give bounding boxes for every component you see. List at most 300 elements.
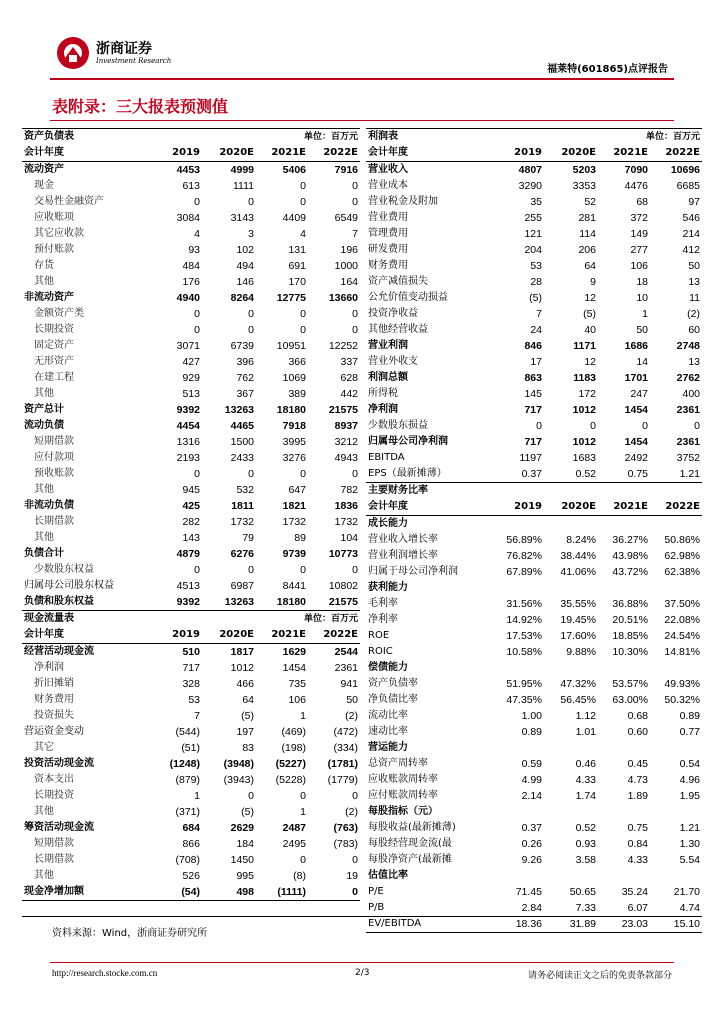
row-value: (1111) bbox=[256, 884, 308, 901]
row-value bbox=[650, 516, 702, 533]
row-value: 0 bbox=[694, 420, 701, 432]
row-value: 143 bbox=[182, 532, 200, 544]
cash_flow-year-header: 2021E bbox=[256, 627, 308, 644]
table-row bbox=[22, 434, 360, 450]
row-value: 13263 bbox=[202, 594, 256, 611]
row-label: 流动负债 bbox=[24, 420, 64, 431]
row-label: 少数股东损益 bbox=[368, 420, 428, 431]
row-value: 1 bbox=[194, 790, 200, 802]
row-value: 2492 bbox=[624, 452, 648, 464]
row-value: 1 bbox=[300, 710, 306, 722]
table-row bbox=[22, 258, 360, 274]
row-value: 367 bbox=[236, 388, 254, 400]
row-value: 717 bbox=[524, 436, 542, 448]
cash_flow-title-row bbox=[22, 611, 360, 628]
row-value: 170 bbox=[288, 276, 306, 288]
table-row bbox=[366, 884, 702, 900]
table-row bbox=[366, 708, 702, 724]
row-value: 62.98% bbox=[664, 550, 701, 562]
income_statement-year-header: 2021E bbox=[598, 145, 650, 162]
row-value: 38.44% bbox=[560, 550, 596, 562]
row-value: 1.30 bbox=[679, 838, 701, 850]
row-value: 12 bbox=[584, 356, 596, 368]
row-value: 93 bbox=[188, 244, 200, 256]
row-value: 717 bbox=[524, 404, 542, 416]
row-value: 114 bbox=[579, 228, 596, 240]
row-value: 396 bbox=[236, 356, 254, 368]
table-row bbox=[22, 820, 360, 836]
table-row bbox=[366, 676, 702, 692]
row-value: 56.89% bbox=[506, 534, 542, 546]
row-value: 49.93% bbox=[664, 678, 701, 690]
row-value bbox=[598, 660, 650, 676]
row-value: 20.51% bbox=[612, 614, 648, 626]
row-value: 206 bbox=[578, 244, 596, 256]
cash_flow-unit: 单位：百万元 bbox=[256, 611, 360, 628]
row-value: 17.53% bbox=[506, 630, 542, 642]
row-value: 0 bbox=[194, 196, 200, 208]
row-value bbox=[650, 868, 702, 884]
table-row bbox=[366, 532, 702, 548]
table-row bbox=[22, 498, 360, 514]
income_statement-year-header: 2020E bbox=[544, 145, 598, 162]
row-value: 10.58% bbox=[506, 646, 542, 658]
row-value: 247 bbox=[630, 388, 648, 400]
row-label: 长期借款 bbox=[34, 854, 74, 865]
row-value: 4453 bbox=[176, 164, 200, 176]
row-value: 10 bbox=[636, 292, 648, 304]
row-value bbox=[490, 516, 544, 533]
row-value: 6685 bbox=[676, 180, 701, 192]
ratios-year-header: 2019 bbox=[490, 499, 544, 516]
cash_flow-col-label: 会计年度 bbox=[22, 627, 148, 644]
row-value: 0 bbox=[248, 790, 254, 802]
ratios-year-header: 2021E bbox=[598, 499, 650, 516]
row-value: 546 bbox=[682, 212, 701, 224]
row-value: 1683 bbox=[572, 452, 596, 464]
footer-divider bbox=[50, 962, 674, 963]
table-row bbox=[22, 466, 360, 482]
row-value: 0 bbox=[248, 468, 254, 480]
row-value: 4.99 bbox=[521, 774, 542, 786]
row-value: (708) bbox=[175, 854, 200, 866]
ratios-column-header bbox=[366, 499, 702, 516]
row-label: 归属母公司净利润 bbox=[368, 436, 448, 447]
row-value: 1821 bbox=[282, 500, 306, 512]
row-value: 50.65 bbox=[569, 886, 596, 898]
row-value bbox=[650, 740, 702, 756]
row-value: 8264 bbox=[230, 292, 254, 304]
row-value: 1000 bbox=[334, 260, 359, 272]
balance_sheet-title: 资产负债表 bbox=[22, 129, 148, 146]
row-value: 3995 bbox=[282, 436, 306, 448]
row-value: 0 bbox=[248, 324, 254, 336]
row-value: 1183 bbox=[573, 372, 596, 384]
row-label: 营运能力 bbox=[368, 742, 408, 753]
row-label: 资产减值损失 bbox=[368, 276, 428, 287]
row-value: 1 bbox=[300, 806, 306, 818]
row-label: 其他 bbox=[34, 532, 54, 543]
row-value: 2193 bbox=[176, 452, 200, 464]
row-value: 0.59 bbox=[521, 758, 542, 770]
row-value: 1836 bbox=[334, 500, 359, 512]
row-value: 35 bbox=[530, 196, 542, 208]
table-row bbox=[366, 804, 702, 820]
row-value: 0 bbox=[300, 854, 306, 866]
row-value: 5203 bbox=[572, 164, 596, 176]
row-label: 其它 bbox=[34, 742, 54, 753]
row-value: 1.74 bbox=[575, 790, 596, 802]
row-value: 0 bbox=[352, 324, 359, 336]
table-row bbox=[22, 402, 360, 418]
row-value: (469) bbox=[281, 726, 306, 738]
row-value: 7.33 bbox=[575, 902, 596, 914]
row-value: 684 bbox=[182, 822, 200, 834]
balance_sheet-title-row bbox=[22, 129, 360, 146]
row-value: 427 bbox=[182, 356, 200, 368]
row-value: 6276 bbox=[230, 548, 254, 560]
row-value: 4.33 bbox=[627, 854, 648, 866]
row-label: 财务费用 bbox=[368, 260, 408, 271]
table-row bbox=[22, 562, 360, 578]
row-value: 526 bbox=[182, 870, 200, 882]
balance_sheet-column-header bbox=[22, 145, 360, 162]
row-value: (783) bbox=[333, 838, 359, 850]
table-row bbox=[366, 274, 702, 290]
row-label: ROIC bbox=[368, 646, 393, 657]
row-value: 0 bbox=[352, 308, 359, 320]
row-value: 14 bbox=[636, 356, 648, 368]
row-value: 106 bbox=[630, 260, 648, 272]
row-value: 63.00% bbox=[612, 694, 648, 706]
row-value: 2629 bbox=[230, 822, 254, 834]
row-value: 60 bbox=[688, 324, 701, 336]
page-number: 2/3 bbox=[355, 968, 370, 978]
row-value: 372 bbox=[630, 212, 648, 224]
income_statement-unit: 单位：百万元 bbox=[598, 129, 702, 146]
income_statement-year-header: 2019 bbox=[490, 145, 544, 162]
table-row bbox=[366, 916, 702, 933]
row-label: 资产总计 bbox=[24, 404, 64, 415]
row-value: 19 bbox=[346, 870, 359, 882]
table-row bbox=[22, 724, 360, 740]
row-value: 1.21 bbox=[650, 466, 702, 483]
balance_sheet-year-header: 2022E bbox=[308, 145, 360, 162]
income_statement-title: 利润表 bbox=[366, 129, 490, 146]
row-value: 0.52 bbox=[575, 822, 596, 834]
row-value: 484 bbox=[182, 260, 200, 272]
row-label: 净负债比率 bbox=[368, 694, 418, 705]
row-value: 412 bbox=[682, 244, 701, 256]
row-value: 4465 bbox=[230, 420, 254, 432]
row-label: 归属母公司股东权益 bbox=[24, 580, 114, 591]
row-label: 净利润 bbox=[368, 404, 398, 415]
row-value bbox=[490, 580, 544, 596]
table-row bbox=[366, 548, 702, 564]
row-value: (54) bbox=[148, 884, 202, 901]
row-value: 0 bbox=[300, 564, 306, 576]
row-label: 交易性金融资产 bbox=[34, 196, 104, 207]
row-value: (371) bbox=[175, 806, 200, 818]
row-value: 8937 bbox=[334, 420, 359, 432]
table-row bbox=[366, 660, 702, 676]
row-value: 149 bbox=[630, 228, 648, 240]
row-value: 97 bbox=[688, 196, 701, 208]
row-value: 35.55% bbox=[560, 598, 596, 610]
row-value: 513 bbox=[182, 388, 200, 400]
row-value: 6739 bbox=[230, 340, 254, 352]
row-value: 4.73 bbox=[627, 774, 648, 786]
row-value: 1454 bbox=[282, 662, 306, 674]
row-label: 投资净收益 bbox=[368, 308, 418, 319]
row-value: 0 bbox=[300, 196, 306, 208]
table-row bbox=[366, 210, 702, 226]
row-label: 营业费用 bbox=[368, 212, 408, 223]
row-value: 647 bbox=[288, 484, 306, 496]
row-value: 2544 bbox=[334, 646, 359, 658]
row-label: 管理费用 bbox=[368, 228, 408, 239]
row-label: 每股净资产(最新摊 bbox=[368, 854, 452, 865]
zheshang-logo-icon bbox=[56, 36, 90, 70]
row-value: 3290 bbox=[518, 180, 542, 192]
row-value: 11 bbox=[689, 292, 701, 304]
row-value: 2748 bbox=[676, 340, 701, 352]
row-value: (1779) bbox=[327, 774, 359, 786]
row-value: (8) bbox=[293, 870, 306, 882]
row-value: 0.46 bbox=[575, 758, 596, 770]
row-label: 筹资活动现金流 bbox=[24, 822, 94, 833]
row-value: 0 bbox=[352, 790, 359, 802]
row-value: 995 bbox=[236, 870, 254, 882]
row-value: 1111 bbox=[232, 180, 254, 192]
table-row bbox=[366, 322, 702, 338]
row-value: 1.01 bbox=[575, 726, 596, 738]
row-value: 929 bbox=[182, 372, 200, 384]
table-row bbox=[366, 772, 702, 788]
row-label: 获利能力 bbox=[368, 582, 408, 593]
row-value: 782 bbox=[340, 484, 359, 496]
row-value: 19.45% bbox=[560, 614, 596, 626]
row-label: 研发费用 bbox=[368, 244, 408, 255]
row-value: 41.06% bbox=[560, 566, 596, 578]
row-label: 流动资产 bbox=[24, 164, 64, 175]
row-label: 其他 bbox=[34, 806, 54, 817]
table-row bbox=[22, 692, 360, 708]
source-divider bbox=[22, 916, 702, 917]
row-label: 现金 bbox=[34, 180, 54, 191]
table-row bbox=[366, 162, 702, 179]
row-value: 10.30% bbox=[612, 646, 648, 658]
row-label: 在建工程 bbox=[34, 372, 74, 383]
table-row bbox=[366, 836, 702, 852]
row-value: 498 bbox=[202, 884, 256, 901]
table-row bbox=[22, 644, 360, 661]
row-value: 3 bbox=[248, 228, 254, 240]
row-value: 13 bbox=[688, 276, 701, 288]
row-value: 204 bbox=[524, 244, 542, 256]
row-value bbox=[490, 868, 544, 884]
row-value: 3752 bbox=[676, 452, 701, 464]
row-value: 68 bbox=[636, 196, 648, 208]
row-value: 1012 bbox=[230, 662, 254, 674]
row-label: 其他 bbox=[34, 388, 54, 399]
table-row bbox=[366, 434, 702, 450]
row-value bbox=[544, 740, 598, 756]
row-value: 0.89 bbox=[679, 710, 701, 722]
row-label: P/B bbox=[368, 902, 385, 913]
row-value: 18 bbox=[636, 276, 648, 288]
row-value: 184 bbox=[236, 838, 254, 850]
row-value: 172 bbox=[578, 388, 596, 400]
row-value: 1701 bbox=[624, 372, 648, 384]
row-label: 流动比率 bbox=[368, 710, 408, 721]
table-row bbox=[366, 306, 702, 322]
row-value: 277 bbox=[630, 244, 648, 256]
row-value: 1 bbox=[642, 308, 648, 320]
income_statement-title-row bbox=[366, 129, 702, 146]
table-row bbox=[366, 852, 702, 868]
row-label: 营运资金变动 bbox=[24, 726, 84, 737]
row-value: (5) bbox=[529, 292, 542, 304]
row-value: 328 bbox=[182, 678, 200, 690]
row-value: 37.50% bbox=[664, 598, 701, 610]
row-label: EBITDA bbox=[368, 452, 405, 463]
row-label: 少数股东权益 bbox=[34, 564, 94, 575]
row-label: 总资产周转率 bbox=[368, 758, 428, 769]
row-label: 经营活动现金流 bbox=[24, 646, 94, 657]
row-value: 35.24 bbox=[621, 886, 648, 898]
table-row bbox=[366, 692, 702, 708]
row-value: 442 bbox=[340, 388, 359, 400]
row-value bbox=[544, 804, 598, 820]
row-value: (334) bbox=[333, 742, 359, 754]
row-value: 1012 bbox=[572, 436, 596, 448]
row-value: 366 bbox=[288, 356, 306, 368]
table-row bbox=[22, 868, 360, 884]
row-value: 31.56% bbox=[506, 598, 542, 610]
row-value: 22.08% bbox=[664, 614, 701, 626]
row-value: 9 bbox=[590, 276, 596, 288]
row-value: 1.00 bbox=[521, 710, 542, 722]
row-value: 4.96 bbox=[679, 774, 701, 786]
row-label: 公允价值变动损益 bbox=[368, 292, 448, 303]
row-label: 毛利率 bbox=[368, 598, 398, 609]
row-value: (51) bbox=[181, 742, 200, 754]
footer-url-link[interactable]: http://research.stocke.com.cn bbox=[52, 968, 158, 978]
row-value: 10802 bbox=[328, 580, 359, 592]
cash_flow-title-spacer bbox=[148, 611, 256, 628]
row-value bbox=[544, 868, 598, 884]
table-row bbox=[22, 482, 360, 498]
row-value: 4 bbox=[300, 228, 306, 240]
row-value: 9739 bbox=[282, 548, 306, 560]
row-value: 4879 bbox=[176, 548, 200, 560]
row-value: (2) bbox=[687, 308, 701, 320]
row-value: 5.54 bbox=[679, 854, 701, 866]
row-value: 121 bbox=[524, 228, 542, 240]
row-label: 现金净增加额 bbox=[22, 884, 148, 901]
balance_sheet-col-label: 会计年度 bbox=[22, 145, 148, 162]
row-label: 其他经营收益 bbox=[368, 324, 428, 335]
row-value: (3948) bbox=[223, 758, 254, 770]
row-value: 2495 bbox=[282, 838, 306, 850]
row-value: 10696 bbox=[670, 164, 701, 176]
table-row bbox=[22, 418, 360, 434]
table-row bbox=[22, 226, 360, 242]
row-label: EPS（最新摊薄） bbox=[366, 466, 490, 483]
row-label: 应付款项 bbox=[34, 452, 74, 463]
row-label: 长期投资 bbox=[34, 790, 74, 801]
row-value: 24.54% bbox=[664, 630, 701, 642]
row-value: 494 bbox=[236, 260, 254, 272]
cash_flow-title: 现金流量表 bbox=[22, 611, 148, 628]
row-value: 1012 bbox=[572, 404, 596, 416]
row-value: 83 bbox=[242, 742, 254, 754]
row-label: 营业利润增长率 bbox=[368, 550, 438, 561]
row-value: 1732 bbox=[282, 516, 306, 528]
row-label: 营业利润 bbox=[368, 340, 408, 351]
row-label: 长期借款 bbox=[34, 516, 74, 527]
row-value: 4807 bbox=[518, 164, 542, 176]
row-value bbox=[544, 516, 598, 533]
row-value: 2361 bbox=[676, 436, 701, 448]
row-value: 945 bbox=[182, 484, 200, 496]
table-row bbox=[22, 322, 360, 338]
row-value: 0.52 bbox=[544, 466, 598, 483]
row-value: (5227) bbox=[275, 758, 306, 770]
row-value: 255 bbox=[524, 212, 542, 224]
table-row bbox=[366, 596, 702, 612]
row-value: (2) bbox=[345, 710, 359, 722]
table-row bbox=[22, 162, 360, 179]
row-label: P/E bbox=[368, 886, 384, 897]
row-value: 146 bbox=[236, 276, 254, 288]
row-label: 非流动负债 bbox=[24, 500, 74, 511]
table-row bbox=[22, 386, 360, 402]
row-value: 691 bbox=[288, 260, 306, 272]
row-value: 18.36 bbox=[490, 916, 544, 933]
brand-name: 浙商证券 bbox=[96, 41, 152, 57]
row-label: 成长能力 bbox=[368, 518, 408, 529]
row-value: (1781) bbox=[327, 758, 359, 770]
table-row bbox=[22, 210, 360, 226]
row-value bbox=[490, 804, 544, 820]
row-label: 负债合计 bbox=[24, 548, 64, 559]
row-value: 43.98% bbox=[612, 550, 648, 562]
row-value: 0 bbox=[642, 420, 648, 432]
row-value: 6987 bbox=[230, 580, 254, 592]
row-value: 104 bbox=[340, 532, 359, 544]
row-value: (763) bbox=[333, 822, 359, 834]
row-value: 2762 bbox=[676, 372, 701, 384]
row-value: (5228) bbox=[275, 774, 306, 786]
row-value: 0 bbox=[300, 180, 306, 192]
table-row bbox=[22, 242, 360, 258]
row-value: (5) bbox=[241, 806, 254, 818]
row-value: 15.10 bbox=[650, 916, 702, 933]
row-value: 4513 bbox=[176, 580, 200, 592]
table-row bbox=[22, 852, 360, 868]
income_statement-year-header: 2022E bbox=[650, 145, 702, 162]
row-value: 863 bbox=[524, 372, 542, 384]
row-value: 64 bbox=[242, 694, 254, 706]
row-value: 3143 bbox=[230, 212, 254, 224]
row-value: 425 bbox=[182, 500, 200, 512]
table-row bbox=[22, 804, 360, 820]
row-value: 1732 bbox=[334, 516, 359, 528]
row-value: 53 bbox=[188, 694, 200, 706]
row-value bbox=[544, 580, 598, 596]
